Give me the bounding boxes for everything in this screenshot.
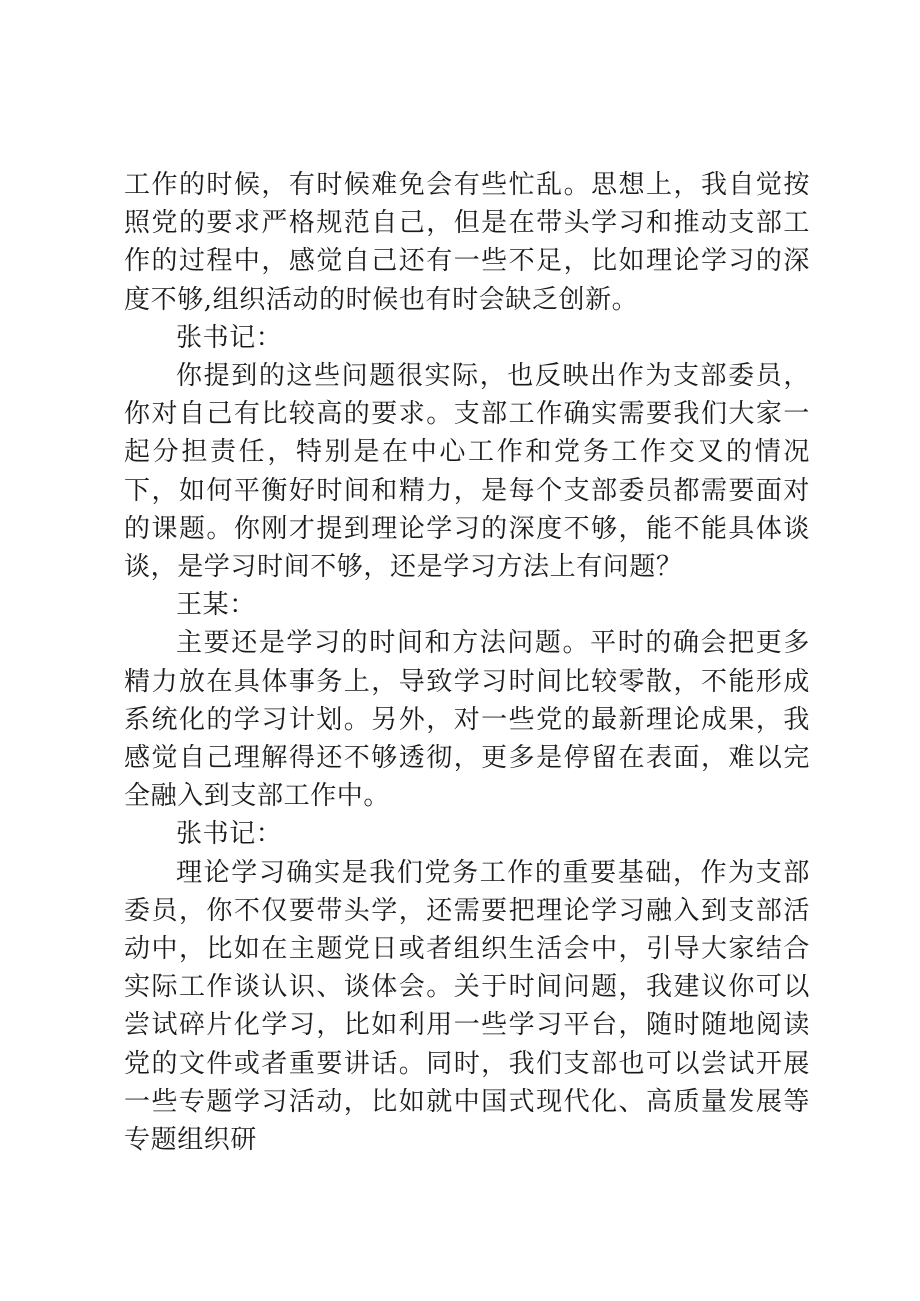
speaker-label-zhang: 张书记： [176,322,283,353]
speaker-label-wang: 王某： [176,590,256,621]
paragraph-wang-answer: 主要还是学习的时间和方法问题。平时的确会把更多精力放在具体事务上，导致学习时间比较零散，不能形成系统化的学习计划。另外，对一些党的最新理论成果，我感觉自己理解得还不够透彻，更多是停留在表面，难以完全融入到支部工作中。 [124,628,810,812]
document-page [124,166,810,1159]
paragraph-continuation: 工作的时候，有时候难免会有些忙乱。思想上，我自觉按照党的要求严格规范自己，但是在带头学习和推动支部工作的过程中，感觉自己还有一些不足，比如理论学习的深度不够,组织活动的时候也有时会缺乏创新。 [124,170,810,315]
speaker-label-zhang-2: 张书记： [176,819,283,850]
paragraph-zhang-advice: 理论学习确实是我们党务工作的重要基础，作为支部委员，你不仅要带头学，还需要把理论学习融入到支部活动中，比如在主题党日或者组织生活会中，引导大家结合实际工作谈认识、谈体会。关于时间问题，我建议你可以尝试碎片化学习，比如利用一些学习平台，随时随地阅读党的文件或者重要讲话。同时，我们支部也可以尝试开展一些专题学习活动，比如就中国式现代化、高质量发展等专题组织研 [124,857,810,1156]
paragraph-zhang-question: 你提到的这些问题很实际，也反映出作为支部委员，你对自己有比较高的要求。支部工作确实需要我们大家一起分担责任，特别是在中心工作和党务工作交叉的情况下，如何平衡好时间和精力，是每个支部委员都需要面对的课题。你刚才提到理论学习的深度不够，能不能具体谈谈，是学习时间不够，还是学习方法上有问题？ [124,361,810,583]
